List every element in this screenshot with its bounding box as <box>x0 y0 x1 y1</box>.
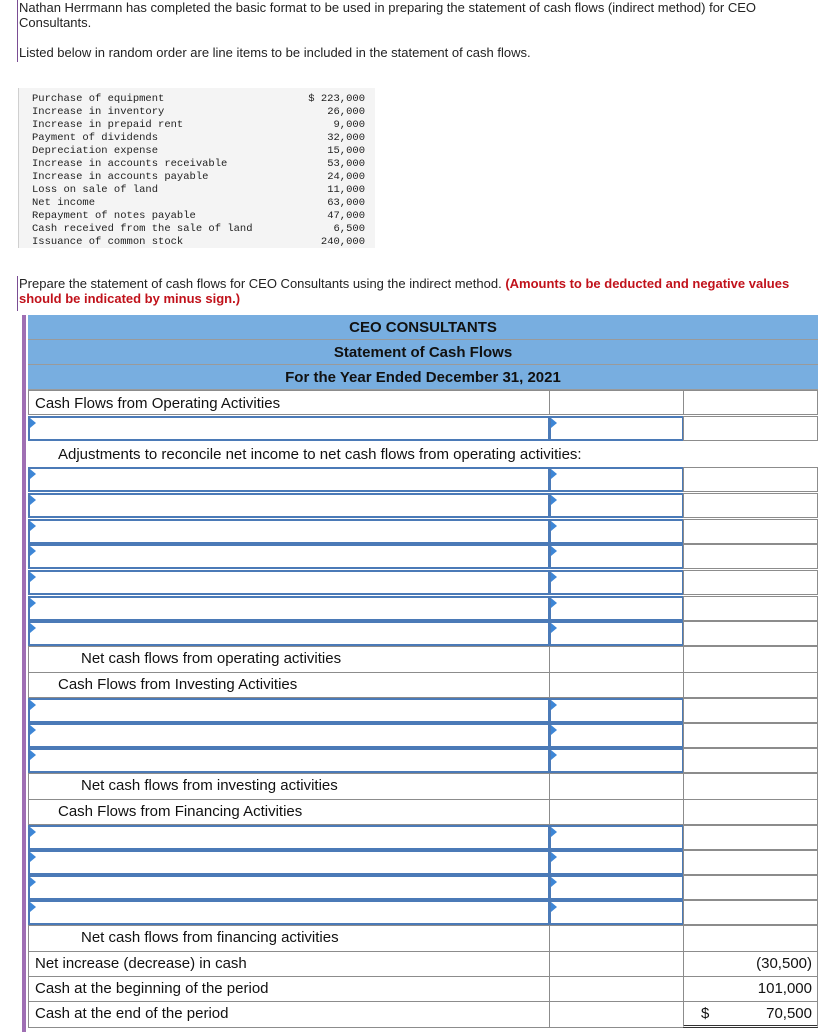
line-item-label: Payment of dividends <box>32 132 159 144</box>
beginning-cash-value: 101,000 <box>757 980 812 997</box>
adjustment-total-cell <box>683 596 818 621</box>
financing-item-input[interactable] <box>28 850 550 875</box>
line-item-label: Purchase of equipment <box>32 93 165 105</box>
adjustment-item-input[interactable] <box>28 519 550 544</box>
line-item-amount: 24,000 <box>327 171 365 183</box>
instructions <box>19 276 819 306</box>
financing-heading-col2 <box>549 799 684 825</box>
financing-total-cell <box>683 825 818 850</box>
operating-amount-input[interactable] <box>549 416 684 441</box>
adjustment-amount-input[interactable] <box>549 570 684 595</box>
financing-total-cell <box>683 875 818 900</box>
ending-cash-col2 <box>549 1001 684 1028</box>
investing-amount-input[interactable] <box>549 723 684 748</box>
adjustment-item-input[interactable] <box>28 596 550 621</box>
operating-heading: Cash Flows from Operating Activities <box>35 395 281 412</box>
adjustments-label: Adjustments to reconcile net income to net cash flows from operating activities: <box>58 446 582 463</box>
net-change-col2 <box>549 951 684 977</box>
net-change-value: (30,500) <box>756 955 812 972</box>
line-item-amount: 63,000 <box>327 197 365 209</box>
line-item-amount: 15,000 <box>327 145 365 157</box>
line-item-label: Increase in prepaid rent <box>32 119 184 131</box>
financing-amount-input[interactable] <box>549 875 684 900</box>
line-item-label: Loss on sale of land <box>32 184 159 196</box>
adjustment-total-cell <box>683 621 818 646</box>
line-item-label: Issuance of common stock <box>32 236 184 248</box>
line-item-amount: 53,000 <box>327 158 365 170</box>
net-operating-label: Net cash flows from operating activities <box>81 650 342 667</box>
financing-item-input[interactable] <box>28 900 550 925</box>
line-item-label: Repayment of notes payable <box>32 210 196 222</box>
adjustment-total-cell <box>683 570 818 595</box>
adjustment-amount-input[interactable] <box>549 467 684 492</box>
adjustment-total-cell <box>683 467 818 492</box>
investing-total-cell <box>683 698 818 723</box>
net-investing-col2 <box>549 773 684 800</box>
question-intro <box>19 0 809 60</box>
line-item-amount: $ 223,000 <box>308 93 365 105</box>
net-financing-label: Net cash flows from financing activities <box>81 929 339 946</box>
financing-amount-input[interactable] <box>549 825 684 850</box>
line-item-label: Increase in inventory <box>32 106 165 118</box>
operating-heading-col2 <box>549 390 684 415</box>
adjustment-amount-input[interactable] <box>549 544 684 569</box>
adjustment-item-input[interactable] <box>28 570 550 595</box>
line-item-label: Depreciation expense <box>32 145 159 157</box>
line-item-amount: 9,000 <box>333 119 365 131</box>
investing-amount-input[interactable] <box>549 748 684 773</box>
operating-total-cell <box>683 416 818 441</box>
statement-title: Statement of Cash Flows <box>28 340 818 365</box>
adjustment-total-cell <box>683 519 818 544</box>
investing-item-input[interactable] <box>28 723 550 748</box>
financing-amount-input[interactable] <box>549 900 684 925</box>
ending-cash-value: 70,500 <box>766 1005 812 1022</box>
investing-heading-col2 <box>549 672 684 698</box>
operating-heading-col3 <box>683 390 818 415</box>
investing-total-cell <box>683 748 818 773</box>
operating-item-input[interactable] <box>28 416 550 441</box>
financing-heading-col3 <box>683 799 818 825</box>
net-investing-label: Net cash flows from investing activities <box>81 777 338 794</box>
investing-heading-col3 <box>683 672 818 698</box>
line-item-row <box>32 119 365 132</box>
line-item-label: Net income <box>32 197 96 209</box>
adjustment-item-input[interactable] <box>28 467 550 492</box>
line-item-label: Cash received from the sale of land <box>32 223 253 235</box>
line-item-label: Increase in accounts receivable <box>32 158 228 170</box>
cash-flow-statement <box>28 315 818 1032</box>
net-financing-col3 <box>683 925 818 952</box>
investing-amount-input[interactable] <box>549 698 684 723</box>
line-item-row <box>32 158 365 171</box>
intro-text: Nathan Herrmann has completed the basic format to be used in preparing the statement of cash flows (indirect method) for CEO Consultants. <box>19 0 757 30</box>
financing-amount-input[interactable] <box>549 850 684 875</box>
ending-cash-label: Cash at the end of the period <box>35 1005 229 1022</box>
investing-item-input[interactable] <box>28 748 550 773</box>
line-item-amount: 6,500 <box>333 223 365 235</box>
adjustment-item-input[interactable] <box>28 621 550 646</box>
instructions-note: (Amounts to be deducted and negative values should be indicated by minus sign.) <box>19 276 790 306</box>
line-item-amount: 26,000 <box>327 106 365 118</box>
adjustment-amount-input[interactable] <box>549 596 684 621</box>
net-operating-col2 <box>549 646 684 673</box>
financing-item-input[interactable] <box>28 875 550 900</box>
line-item-amount: 32,000 <box>327 132 365 144</box>
investing-item-input[interactable] <box>28 698 550 723</box>
line-item-amount: 240,000 <box>320 236 365 248</box>
adjustment-item-input[interactable] <box>28 544 550 569</box>
adjustment-amount-input[interactable] <box>549 493 684 518</box>
financing-item-input[interactable] <box>28 825 550 850</box>
adjustment-amount-input[interactable] <box>549 519 684 544</box>
net-investing-col3 <box>683 773 818 800</box>
adjustment-amount-input[interactable] <box>549 621 684 646</box>
line-items-list <box>18 88 375 248</box>
net-financing-col2 <box>549 925 684 952</box>
adjustment-total-cell <box>683 493 818 518</box>
investing-total-cell <box>683 723 818 748</box>
net-operating-col3 <box>683 646 818 673</box>
line-item-row <box>32 236 365 249</box>
line-item-row <box>32 171 365 184</box>
financing-total-cell <box>683 850 818 875</box>
instructions-text: Prepare the statement of cash flows for CEO Consultants using the indirect method. <box>19 276 502 291</box>
beginning-cash-col2 <box>549 976 684 1002</box>
line-item-row <box>32 93 365 106</box>
beginning-cash-label: Cash at the beginning of the period <box>35 980 269 997</box>
financing-total-cell <box>683 900 818 925</box>
financing-heading: Cash Flows from Financing Activities <box>58 803 303 820</box>
line-item-amount: 47,000 <box>327 210 365 222</box>
company-name: CEO CONSULTANTS <box>28 315 818 340</box>
line-item-label: Increase in accounts payable <box>32 171 209 183</box>
answer-rule <box>22 315 26 1032</box>
line-item-row <box>32 132 365 145</box>
line-item-row <box>32 184 365 197</box>
statement-period: For the Year Ended December 31, 2021 <box>28 365 818 390</box>
intro-list-text: Listed below in random order are line items to be included in the statement of cash flows. <box>19 45 531 60</box>
line-item-row <box>32 197 365 210</box>
instructions-rule <box>17 276 18 311</box>
line-item-row <box>32 210 365 223</box>
adjustment-item-input[interactable] <box>28 493 550 518</box>
currency-symbol: $ <box>701 1005 710 1022</box>
net-change-label: Net increase (decrease) in cash <box>35 955 247 972</box>
line-item-amount: 11,000 <box>327 184 365 196</box>
line-item-row <box>32 145 365 158</box>
line-item-row <box>32 223 365 236</box>
investing-heading: Cash Flows from Investing Activities <box>58 676 298 693</box>
question-rule <box>17 0 18 62</box>
line-item-row <box>32 106 365 119</box>
adjustment-total-cell <box>683 544 818 569</box>
